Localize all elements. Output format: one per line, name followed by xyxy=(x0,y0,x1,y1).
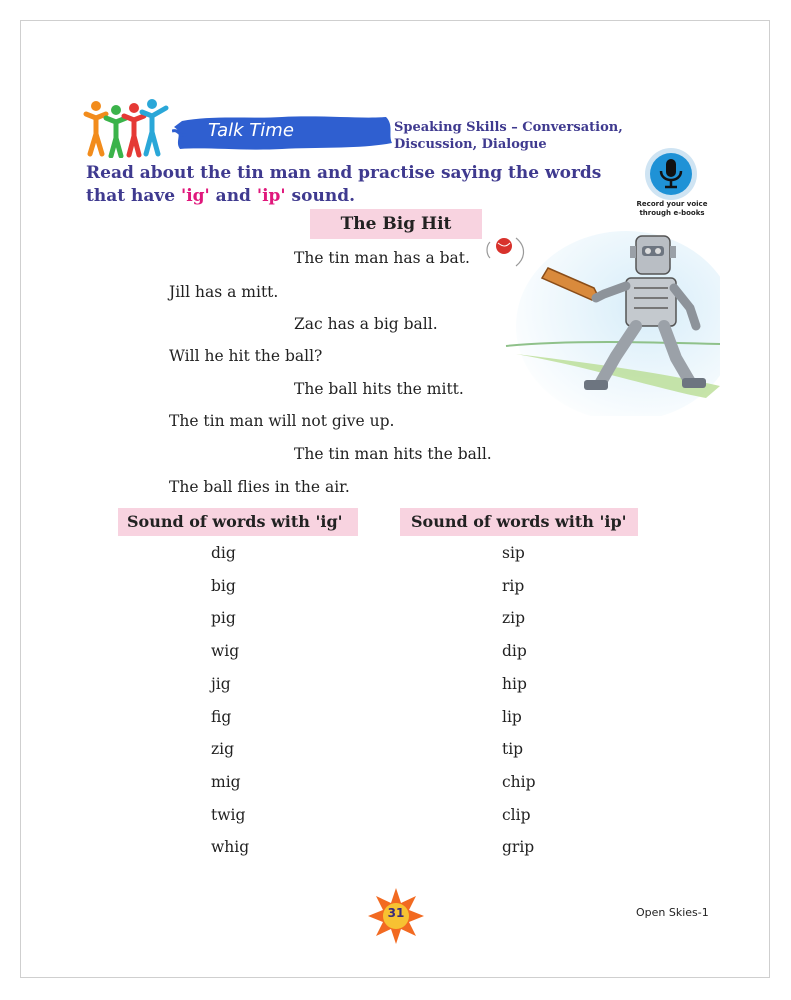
instruction-end: sound. xyxy=(285,186,355,206)
people-logo-icon xyxy=(82,98,172,158)
word-item: hip xyxy=(502,674,527,693)
word-item: twig xyxy=(211,805,246,824)
word-item: lip xyxy=(502,707,522,726)
story-line: Will he hit the ball? xyxy=(169,347,323,365)
word-item: jig xyxy=(211,674,231,693)
word-item: fig xyxy=(211,707,232,726)
ip-words-heading: Sound of words with 'ip' xyxy=(411,512,627,531)
microphone-icon[interactable] xyxy=(642,147,700,205)
instruction-line-2 xyxy=(86,185,631,208)
story-line: The tin man hits the ball. xyxy=(294,445,492,463)
ip-highlight: 'ip' xyxy=(256,186,286,206)
skills-subtitle xyxy=(394,119,654,153)
word-item: dig xyxy=(211,544,236,562)
story-line: The tin man will not give up. xyxy=(169,412,395,430)
robot-batting-illustration xyxy=(476,216,720,416)
word-item: whig xyxy=(211,838,250,857)
instruction-line-1: Read about the tin man and practise saying the words xyxy=(86,163,602,183)
word-item: mig xyxy=(211,772,241,791)
story-line: Jill has a mitt. xyxy=(169,283,279,301)
skills-line-2: Discussion, Dialogue xyxy=(394,137,547,152)
word-item: rip xyxy=(502,576,525,595)
instruction-text xyxy=(86,162,631,208)
word-item: zig xyxy=(211,740,235,759)
word-item: dip xyxy=(502,642,527,661)
word-item: big xyxy=(211,576,236,595)
story-line: The tin man has a bat. xyxy=(294,249,470,267)
word-item: grip xyxy=(502,838,535,857)
ig-highlight: 'ig' xyxy=(181,186,210,206)
skills-line-1: Speaking Skills – Conversation, xyxy=(394,120,623,135)
story-line: The ball hits the mitt. xyxy=(294,380,464,398)
story-line: Zac has a big ball. xyxy=(294,315,438,333)
word-item: chip xyxy=(502,772,536,791)
word-item: tip xyxy=(502,740,524,759)
word-item: wig xyxy=(211,642,240,661)
word-item: zip xyxy=(502,609,526,628)
ig-words-heading: Sound of words with 'ig' xyxy=(127,512,343,531)
story-title: The Big Hit xyxy=(340,214,452,234)
page-number: 31 xyxy=(387,906,405,920)
word-item: sip xyxy=(502,544,525,562)
mic-caption-line-1: Record your voice xyxy=(636,200,708,208)
story-line: The ball flies in the air. xyxy=(169,478,350,496)
mic-caption-line-2: through e-books xyxy=(639,209,705,217)
instruction-text-part: that have xyxy=(86,186,181,206)
series-label: Open Skies-1 xyxy=(636,906,709,919)
word-item: pig xyxy=(211,609,236,628)
talk-time-label: Talk Time xyxy=(208,120,294,141)
word-item: clip xyxy=(502,805,531,824)
instruction-and: and xyxy=(209,186,257,206)
